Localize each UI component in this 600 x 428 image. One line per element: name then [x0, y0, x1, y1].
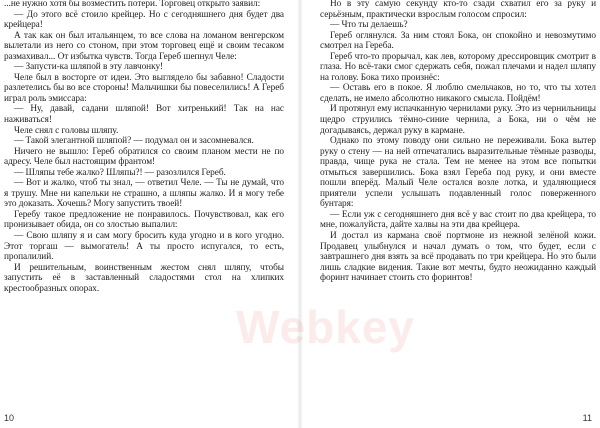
paragraph: — Что ты делаешь?	[330, 20, 408, 31]
page-number-left: 10	[4, 413, 15, 423]
paragraph: ...не нужно хотя бы возместить потери. Торговец открыто заявил:	[4, 0, 261, 9]
paragraph: — Такой элегантной шляпой? — подумал он и засомневался.	[14, 136, 254, 147]
left-page-text	[4, 0, 284, 294]
page-number-right: 11	[582, 413, 592, 423]
left-page	[0, 0, 294, 428]
paragraph: Гереб что-то прорычал, как лев, которому дрессировщик смотрит в глаза. Но всё-таки смог сдержать себя, пожал плечами и надел шляпу на голову. Бока тихо произнёс:	[320, 51, 596, 83]
paragraph: — Ну, давай, садани шляпой! Вот хитренький! Так на нас наживаться!	[4, 104, 284, 126]
paragraph: — Свою шляпу я и сам могу бросить куда угодно и в кого угодно. Этот торгаш — вымогатель! А ты просто испугался, то есть, пропалилий.	[4, 231, 284, 263]
paragraph: — Шляпы тебе жалко? Шляпы?! — разозлился Гереб.	[14, 167, 226, 178]
paragraph: — Оставь его в покое. Я люблю смельчаков, но то, что ты хотел сделать, не имело абсолютно никакого смысла. Пойдём!	[320, 83, 596, 104]
right-page	[306, 0, 600, 428]
paragraph: Гереб оглянулся. За ним стоял Бока, он спокойно и невозмутимо смотрел на Гереба.	[320, 30, 596, 52]
paragraph: И решительным, воинственным жестом снял шляпу, чтобы запустить её в заставленный сладостями стол на хлипких крестообразных опорах.	[4, 262, 284, 294]
paragraph: — До этого всё стоило крейцер. Но с сегодняшнего дня будет два крейцера!	[4, 9, 284, 31]
paragraph: Челе снял с головы шляпу.	[14, 125, 119, 136]
paragraph: Но в эту самую секунду кто-то сзади схватил его за руку и серьёзным, практически взрослым голосом спросил:	[320, 0, 596, 20]
paragraph: И достал из кармана своё портмоне из нежной зелёной кожи. Продавец улыбнулся и начал думать о том, что будет, если с завтрашнего дня взять за всё продавать по три крейцера. Но это были лишь сладкие видения. Такие вот мечты, будто неожиданно каждый форинт начинает стоить сто форинтов!	[320, 231, 596, 284]
book-spine	[297, 0, 303, 428]
paragraph: — Вот и жалко, чтоб ты знал, — ответил Челе. — Ты не думай, что я трушу. Мне ни капельки не страшно, а шляпы жалко. И я могу тебе это доказать. Хочешь? Могу запустить твоей!	[4, 178, 284, 210]
paragraph: Челе был в восторге от идеи. Это выглядело бы забавно! Сладости разлетелись бы во все стороны! Мальчишки бы повеселились! А Гереб играл роль эмиссара:	[4, 72, 284, 104]
paragraph: — Запусти-ка шляпой в эту лавчонку!	[14, 62, 164, 73]
paragraph: Ничего не вышло: Гереб обратился со своим планом мести не по адресу. Челе был настоящим франтом!	[4, 146, 284, 168]
paragraph: — Если уж с сегодняшнего дня всё у вас стоит по два крейцера, то мне, пожалуйста, дайте халвы на эти два крейцера.	[320, 209, 596, 231]
right-page-text	[320, 0, 596, 284]
paragraph: А так как он был итальянцем, то все слова на ломаном венгерском вылетали из него со стоном, при этом торговец ещё и своим тесаком размахивал... От избытка чувств. Тогда Гереб шепнул Челе:	[4, 30, 284, 62]
watermark: Webkey	[236, 301, 416, 353]
paragraph: Однако по этому поводу они сильно не переживали. Бока вытер руку о стену — на ней отпечатались выразительные тёмные разводы, правда, чище рука не стала. Тем не менее на этом все попытки отмыться завершились. Бока взял Гереба под руку, и они вместе пошли вперёд. Малый Челе остался возле лотка, и удаляющиеся приятели успели услышать подавленный голос поверженного бунтаря:	[320, 136, 596, 210]
paragraph: И протянул ему испачканную чернилами руку. Это из чернильницы щедро струились тёмно-синие чернила, а Бока, ни о чём не догадываясь, держал руку в кармане.	[320, 104, 596, 136]
paragraph: Геребу такое предложение не понравилось. Почувствовал, как его пронизывает обида, он со злостью выпалил:	[4, 209, 284, 231]
